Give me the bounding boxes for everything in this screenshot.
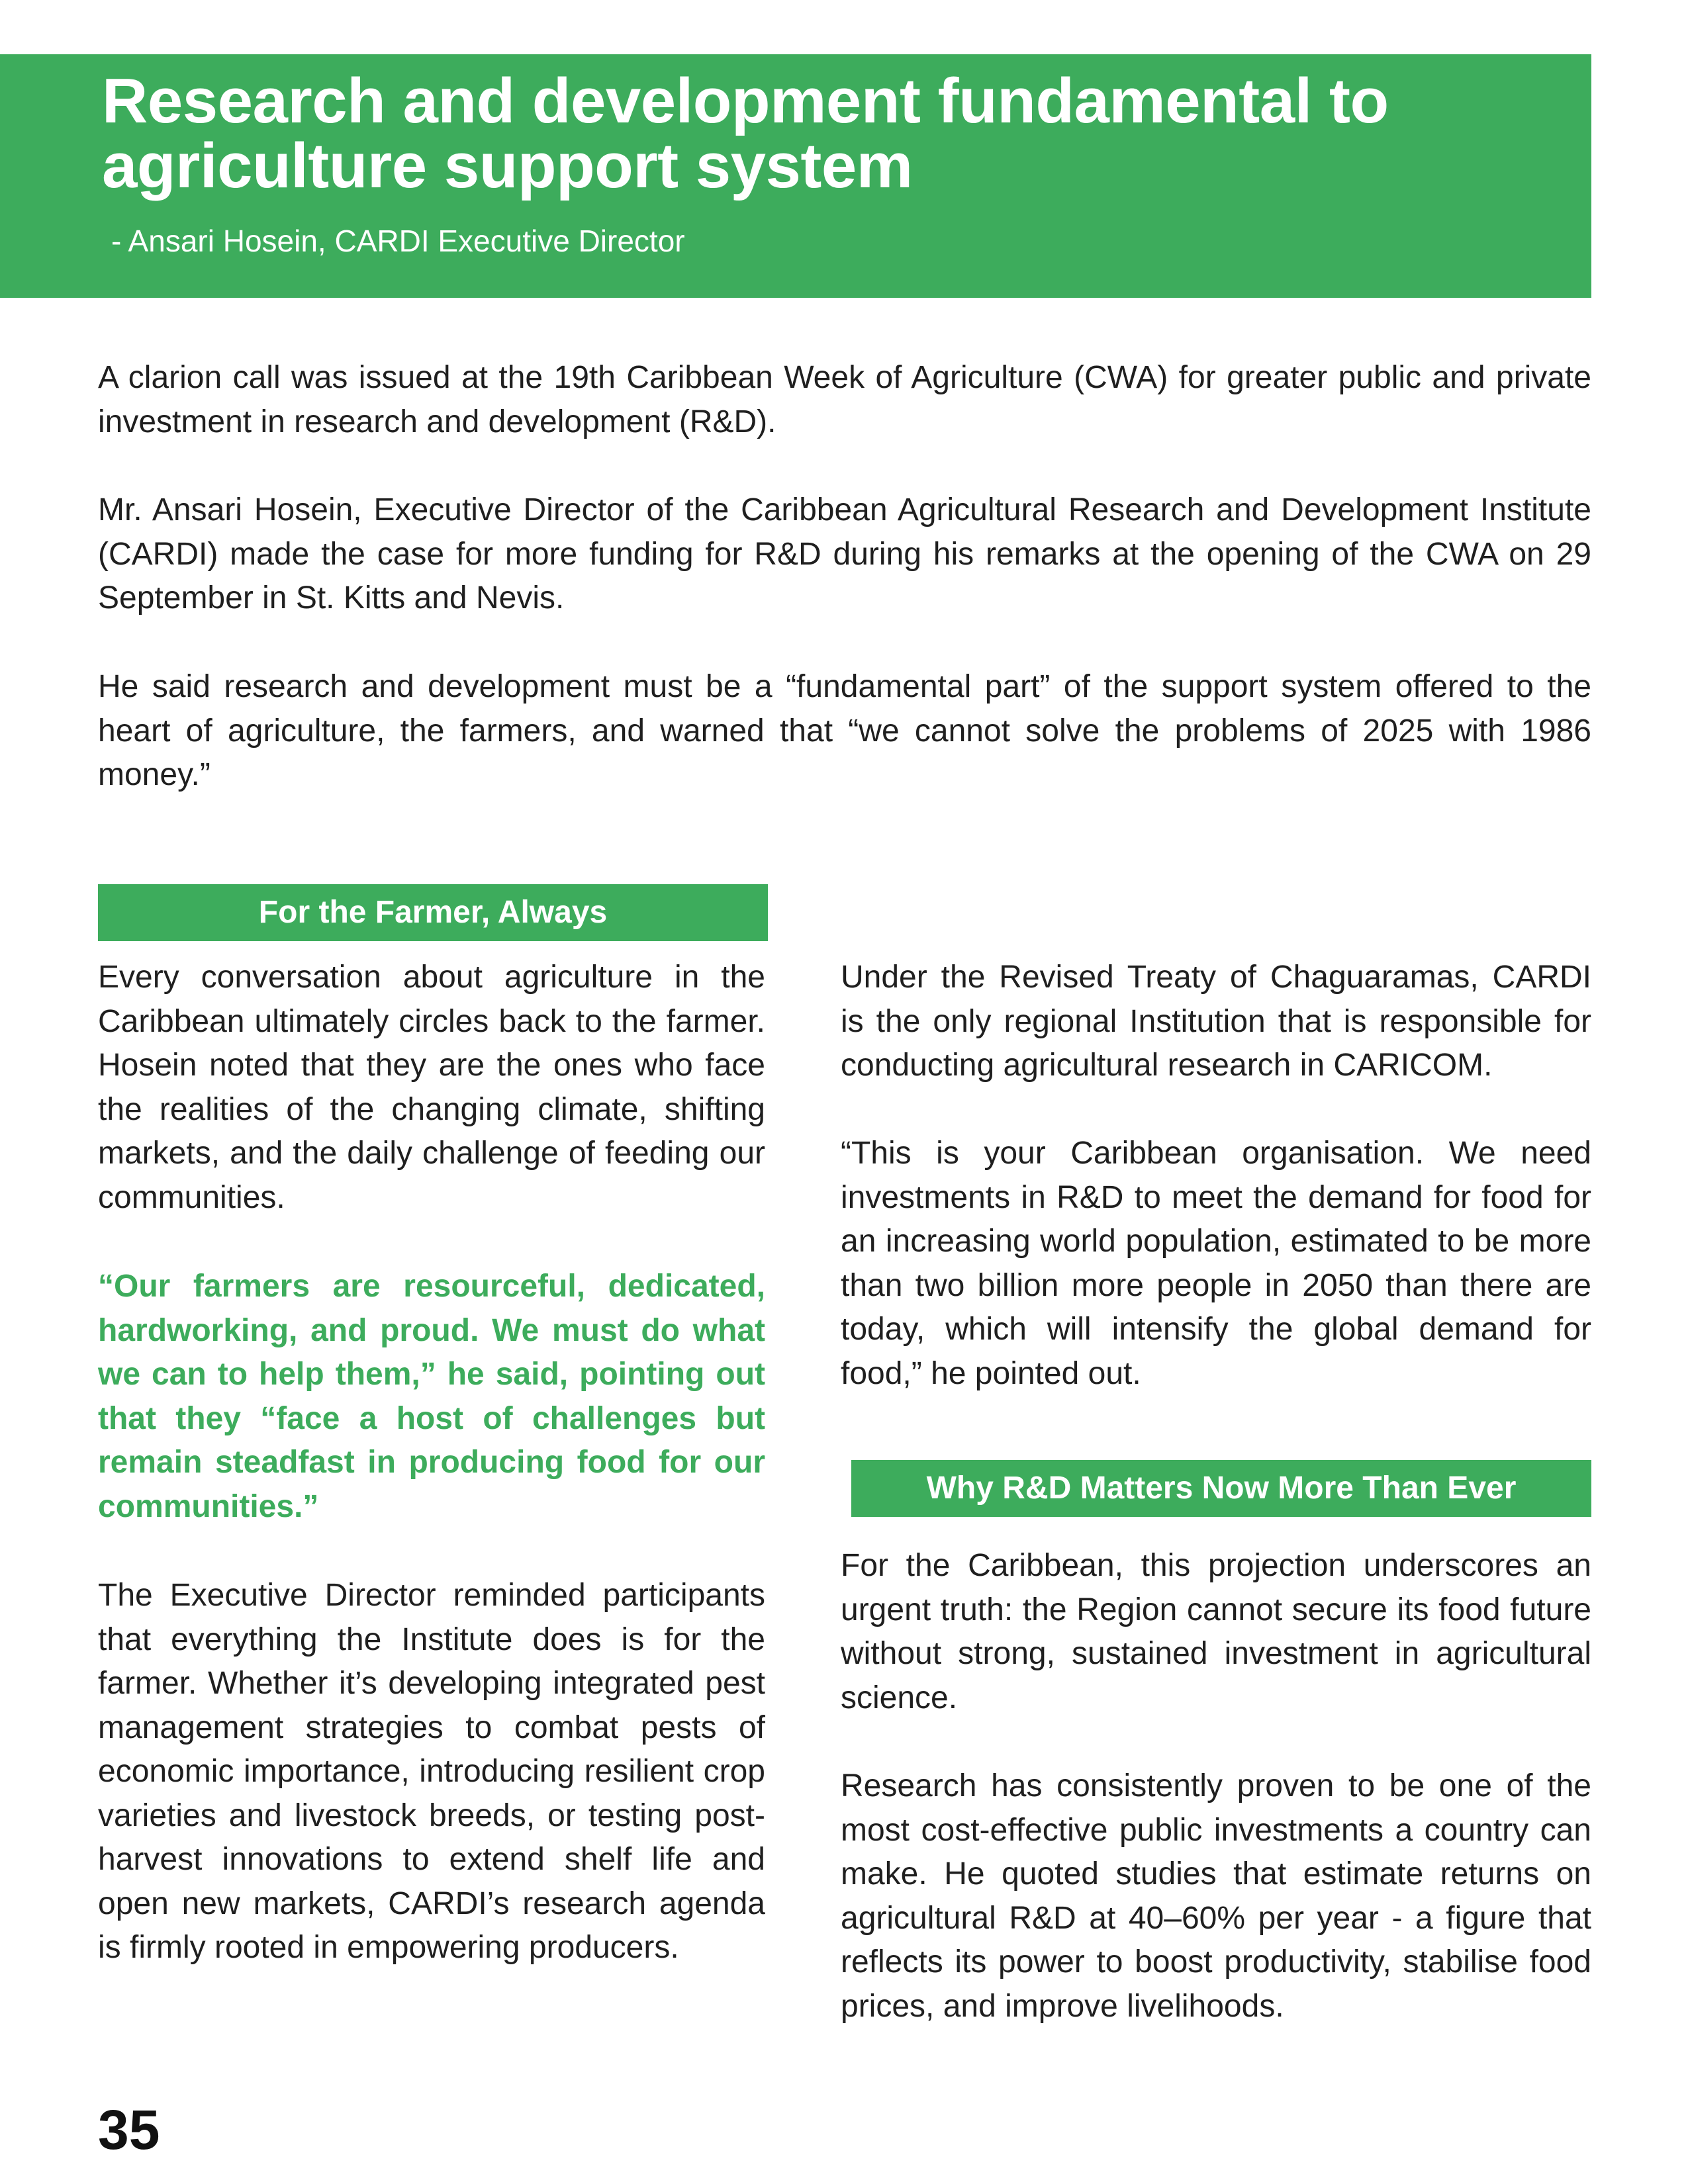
right-paragraph-2: “This is your Caribbean organisation. We need investments in R&D to meet the demand for food for an increasing world population, estimated to be more than two billion more people in 2050 than there are today, which will intensify the global demand for food,” he pointed out. xyxy=(841,1136,1591,1391)
article-title: Research and development fundamental to agriculture support system xyxy=(102,66,1389,201)
right-paragraph-1: Under the Revised Treaty of Chaguaramas, CARDI is the only regional Institution that is responsible for conducting agricultural research in CARICOM. xyxy=(841,960,1591,1083)
right-paragraph-3: For the Caribbean, this projection underscores an urgent truth: the Region cannot secure its food future without strong, sustained investment in agricultural science. xyxy=(841,1548,1591,1715)
intro-paragraph-1: A clarion call was issued at the 19th Caribbean Week of Agriculture (CWA) for greater public and private investment in research and development (R&D). xyxy=(98,360,1591,439)
intro-paragraph-3: He said research and development must be a “fundamental part” of the support system offered to the heart of agriculture, the farmers, and warned that “we cannot solve the problems of 2025 with 1986 money.” xyxy=(98,669,1591,792)
left-paragraph-1: Every conversation about agriculture in the Caribbean ultimately circles back to the farmer. Hosein noted that they are the ones who face the realities of the changing climate, shifting markets, and the daily challenge of feeding our communities. xyxy=(98,960,765,1215)
intro-paragraph-2: Mr. Ansari Hosein, Executive Director of the Caribbean Agricultural Research and Development Institute (CARDI) made the case for more funding for R&D during his remarks at the opening of the CWA on 29 September in St. Kitts and Nevis. xyxy=(98,492,1591,615)
right-paragraph-4: Research has consistently proven to be one of the most cost-effective public investments a country can make. He quoted studies that estimate returns on agricultural R&D at 40–60% per year - a figure that reflects its power to boost productivity, stabilise food prices, and improve livelihoods. xyxy=(841,1768,1591,2024)
left-paragraph-2: The Executive Director reminded participants that everything the Institute does is for the farmer. Whether it’s developing integrated pest management strategies to combat pests of economic importance, introducing resilient crop varieties and livestock breeds, or testing post-harvest innovations to extend shelf life and open new markets, CARDI’s research agenda is firmly rooted in empowering producers. xyxy=(98,1578,765,1965)
farmer-pull-quote: “Our farmers are resourceful, dedicated, hardworking, and proud. We must do what we can to help them,” he said, pointing out that they “face a host of challenges but remain steadfast in producing food for our communities.” xyxy=(98,1269,765,1524)
section-heading-for-the-farmer: For the Farmer, Always xyxy=(98,884,768,941)
title-banner xyxy=(0,54,1591,298)
page-number: 35 xyxy=(98,2099,160,2161)
section-heading-why-rd-matters: Why R&D Matters Now More Than Ever xyxy=(851,1460,1591,1517)
article-byline: - Ansari Hosein, CARDI Executive Director xyxy=(111,224,685,258)
